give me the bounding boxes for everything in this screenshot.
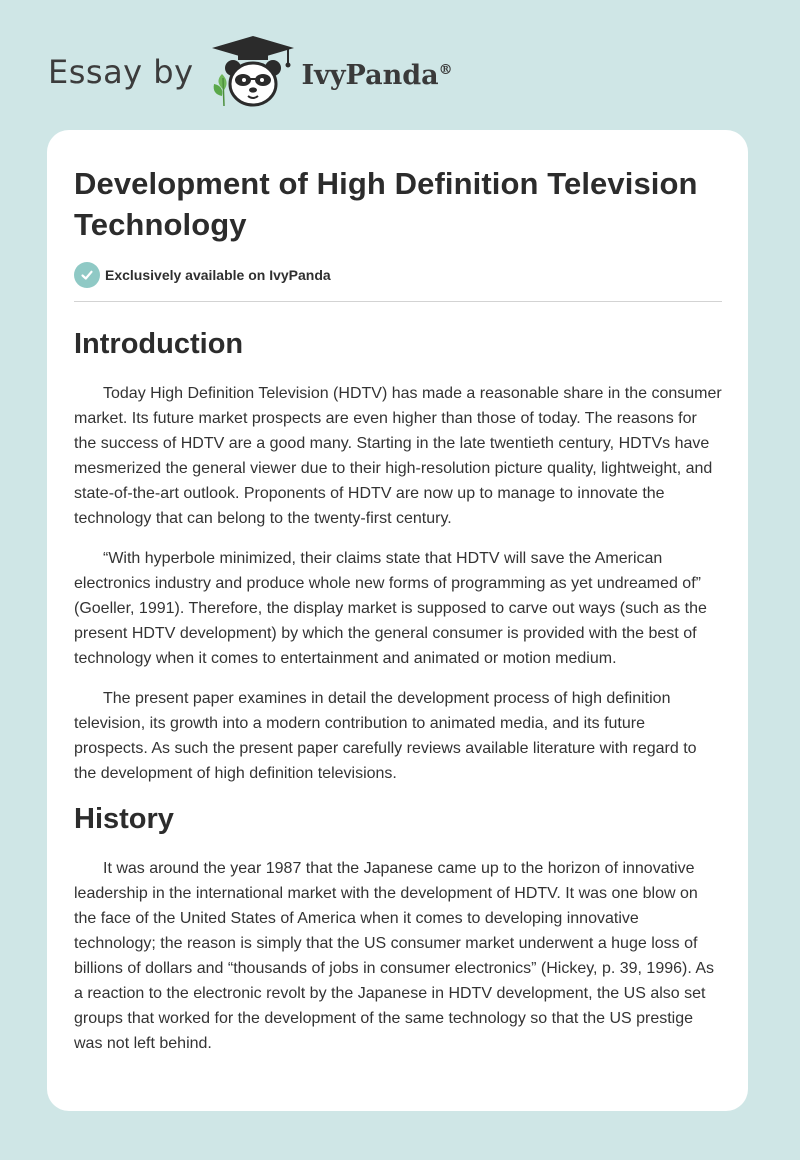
essay-title: Development of High Definition Television Technology: [74, 166, 698, 242]
section-body-history: [74, 856, 722, 1056]
site-header: [48, 34, 453, 110]
panda-logo-icon[interactable]: [208, 34, 298, 110]
paragraph: The present paper examines in detail the development process of high definition television, its growth into a modern contribution to animated media, and its future prospects. As such the present paper carefully reviews available literature with regard to the development of high definition televisions.: [74, 690, 697, 782]
exclusive-badge: [74, 262, 722, 288]
registered-mark: ®: [438, 61, 453, 78]
divider: [74, 301, 722, 302]
paragraph: It was around the year 1987 that the Japanese came up to the horizon of innovative leadership in the international market with the development of HDTV. It was one blow on the face of the United States of America when it comes to developing innovative technology; the reason is simply that the US consumer market underwent a huge loss of billions of dollars and “thousands of jobs in consumer electronics” (Hickey, p. 39, 1996). As a reaction to the electronic revolt by the Japanese in HDTV development, the US also set groups that worked for the development of the same technology so that the US prestige was not left behind.: [74, 860, 715, 1052]
brand-name[interactable]: IvyPanda®: [301, 59, 453, 91]
checkmark-icon: [74, 262, 100, 288]
essay-card: [47, 130, 748, 1111]
brand-prefix: Essay by: [48, 53, 194, 91]
paragraph: “With hyperbole minimized, their claims state that HDTV will save the American electronics industry and produce whole new forms of programming as yet undreamed of” (Goeller, 1991). Therefore, the display market is supposed to carve out ways (such as the present HDTV development) by which the general consumer is provided with the best of technology when it comes to entertainment and animated or motion medium.: [74, 550, 707, 667]
section-heading-introduction: Introduction: [74, 328, 244, 360]
exclusive-badge-text: Exclusively available on IvyPanda: [105, 267, 331, 283]
paragraph: Today High Definition Television (HDTV) has made a reasonable share in the consumer market. Its future market prospects are even higher than those of today. The reasons for the success of HDTV are a good many. Starting in the late twentieth century, HDTVs have mesmerized the general viewer due to their high-resolution picture quality, lightweight, and state-of-the-art outlook. Proponents of HDTV are now up to manage to innovate the technology that can belong to the twenty-first century.: [74, 385, 722, 527]
section-heading-history: History: [74, 803, 174, 835]
section-body-introduction: [74, 381, 722, 786]
